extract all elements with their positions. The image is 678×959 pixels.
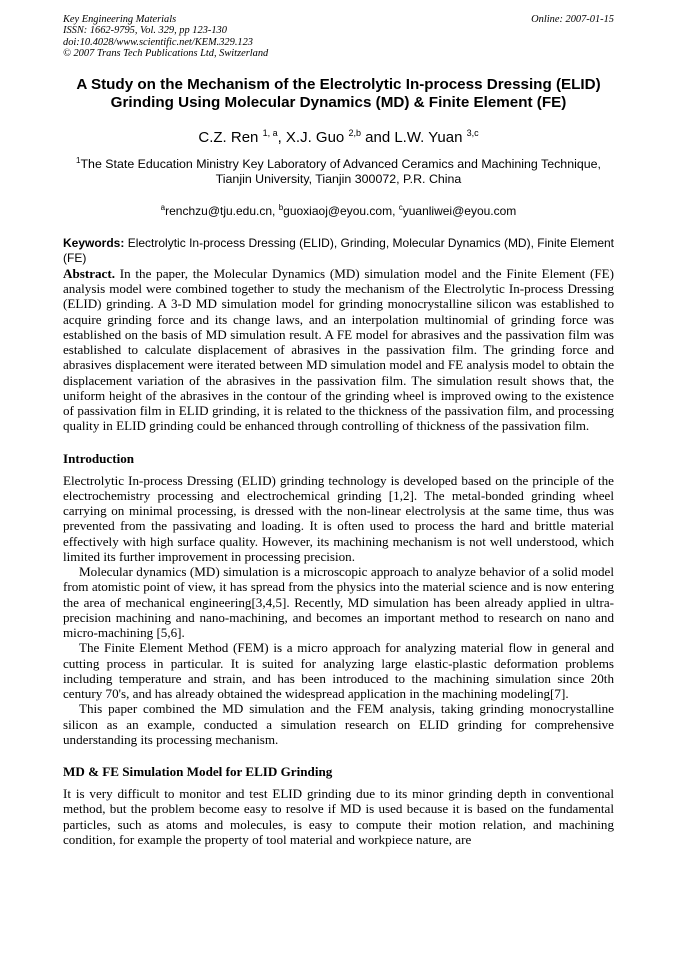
author-list bbox=[63, 124, 614, 147]
keywords-label: Keywords: bbox=[63, 235, 125, 250]
copyright-line: © 2007 Trans Tech Publications Ltd, Switzerland bbox=[63, 48, 269, 60]
keywords-text: Electrolytic In-process Dressing (ELID), Grinding, Molecular Dynamics (MD), Finite Element (FE) bbox=[63, 235, 614, 265]
title-line-2: Grinding Using Molecular Dynamics (MD) & Finite Element (FE) bbox=[110, 94, 567, 112]
section-2-paragraph-1: It is very difficult to monitor and test ELID grinding due to its minor grinding depth in conventional method, but the problem become easy to resolve if MD is used because it is based on the fundamental particles, such as atoms and molecules, is easy to compute their motion relation, and machining condition, for example the property of tool material and workpiece nature, are bbox=[63, 786, 614, 847]
section-2-heading: MD & FE Simulation Model for ELID Grinding bbox=[63, 764, 333, 779]
online-date: Online: 2007-01-15 bbox=[531, 14, 614, 25]
journal-header bbox=[63, 14, 614, 60]
author-1: C.Z. Ren bbox=[198, 128, 263, 146]
affiliation-line-2: Tianjin University, Tianjin 300072, P.R. China bbox=[215, 171, 462, 186]
intro-paragraph-4: This paper combined the MD simulation and the FEM analysis, taking grinding monocrystalline silicon as an example, conducted a simulation research on ELID grinding for comprehensive understanding its processing mechanism. bbox=[63, 701, 614, 747]
affiliation bbox=[63, 153, 614, 187]
email-c[interactable]: yuanliwei@eyou.com bbox=[402, 203, 517, 218]
affiliation-sup: 1 bbox=[76, 155, 81, 165]
intro-paragraph-1: Electrolytic In-process Dressing (ELID) grinding technology is developed based on the principle of the electrochemistry processing and electrochemical grinding [1,2]. The metal-bonded grinding wheel carrying on minimal processing, is dressed with the non-linear electrolysis at the same time, thus was prevented from the passivating and loading. It is often used to process the hard and brittle material effectively with high surface quality. However, its machining mechanism is not well understood, which limited its further improvement in processing precision. bbox=[63, 472, 614, 564]
abstract-label: Abstract. bbox=[63, 265, 115, 281]
email-c-sup: c bbox=[398, 202, 403, 212]
journal-name: Key Engineering Materials bbox=[63, 14, 177, 25]
abstract-text: In the paper, the Molecular Dynamics (MD) simulation model and the Finite Element (FE) analysis model were combined together to study the mechanism of the Electrolytic In-process Dressing (ELID) grinding. A 3-D MD simulation model for grinding monocrystalline silicon was established to acquire grinding force and its change laws, and an interpolation multinomial of grinding force was established on the basis of MD simulation result. A FE model for abrasives and the passivation film was established to calculate displacement of abrasives in the passivation film. The grinding force and abrasives displacement were iterated between MD simulation model and FE analysis model to obtain the displacement variation of the abrasives in the passivation film. The simulation result shows that, the uniform height of the abrasives in the contour of the grinding wheel is improved owing to the existence of passivation film in ELID grinding, it is related to the thickness of the passivation film, and processing quality in ELID grinding could be enhanced through controlling of thickness of the passivation film. bbox=[63, 265, 614, 434]
author-emails bbox=[63, 200, 614, 219]
author-1-sup: 1, a bbox=[262, 127, 278, 138]
email-b-sup: b bbox=[278, 202, 284, 212]
intro-paragraph-2: Molecular dynamics (MD) simulation is a microscopic approach to analyze behavior of a solid model from atomistic point of view, it has spread from the physics into the material science and is now entering the area of mechanical engineering[3,4,5]. Recently, MD simulation has been already applied in ultra-precision machining and nano-machining, and becomes an important method to research on nano and micro-machining [5,6]. bbox=[63, 564, 614, 640]
intro-paragraph-3: The Finite Element Method (FEM) is a micro approach for analyzing material flow in general and cutting process in particular. It is suited for analyzing large elastic-plastic deformation problems including temperature and strain, and has been introduced to the machining simulation since 20th century 70's, and has already obtained the widespread application in the machining modeling[7]. bbox=[63, 640, 614, 701]
paper-title bbox=[63, 76, 614, 113]
doi-line: doi:10.4028/www.scientific.net/KEM.329.123 bbox=[63, 36, 253, 48]
author-2-sup: 2,b bbox=[348, 127, 361, 138]
abstract bbox=[63, 266, 614, 434]
author-3: and L.W. Yuan bbox=[360, 128, 467, 146]
title-line-1: A Study on the Mechanism of the Electrolytic In-process Dressing (ELID) bbox=[76, 75, 601, 93]
paper-page bbox=[63, 14, 614, 847]
introduction-heading: Introduction bbox=[63, 450, 135, 466]
email-a-sup: a bbox=[160, 202, 166, 212]
email-b[interactable]: guoxiaoj@eyou.com, bbox=[283, 203, 399, 218]
author-2: , X.J. Guo bbox=[277, 128, 349, 146]
email-a[interactable]: renchzu@tju.edu.cn, bbox=[165, 203, 279, 218]
affiliation-line-1: The State Education Ministry Key Laboratory of Advanced Ceramics and Machining Technique, bbox=[80, 156, 601, 171]
issn-line: ISSN: 1662-9795, Vol. 329, pp 123-130 bbox=[63, 25, 227, 37]
author-3-sup: 3,c bbox=[466, 127, 479, 138]
keywords bbox=[63, 236, 614, 266]
